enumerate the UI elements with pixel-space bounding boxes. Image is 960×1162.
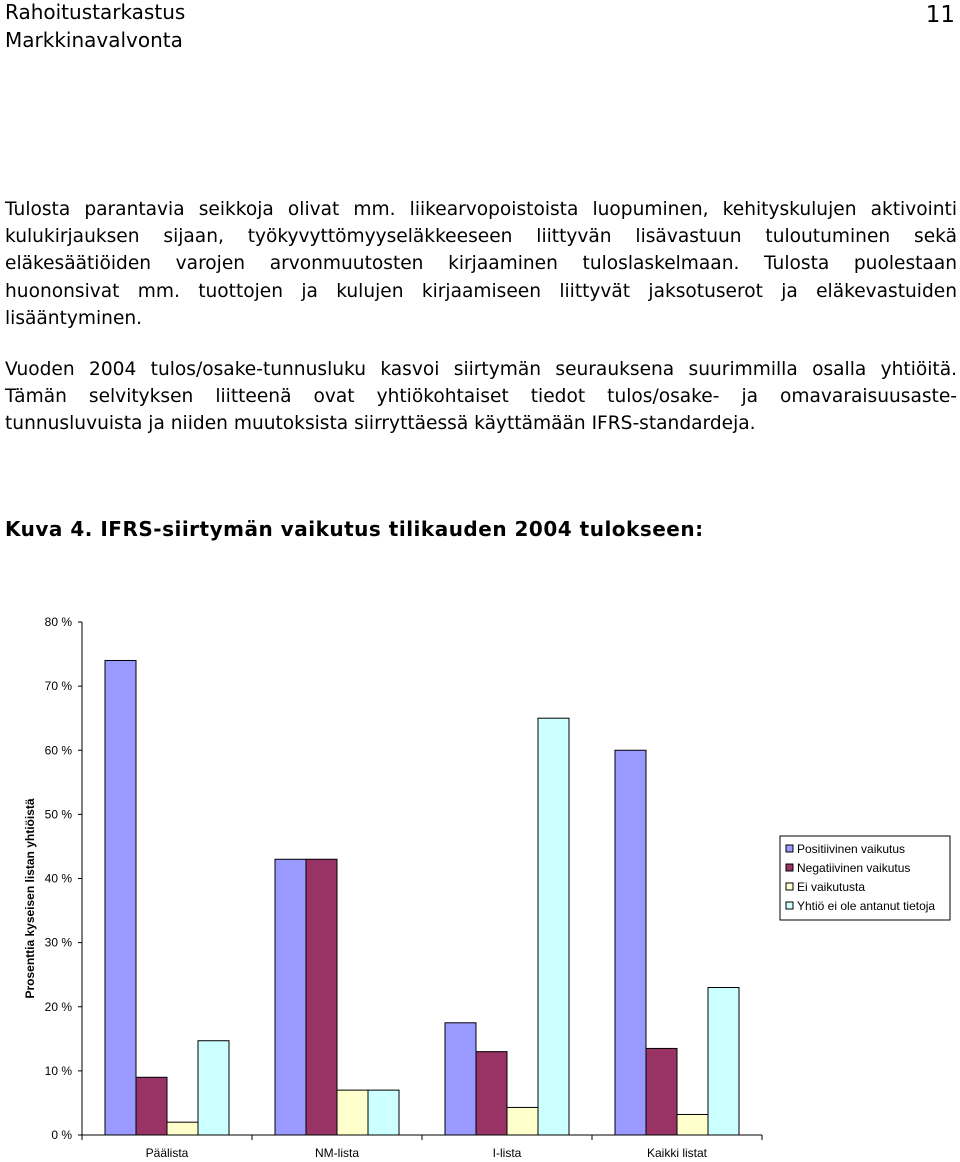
bar [507,1107,538,1135]
bar [538,718,569,1135]
x-tick-label: I-lista [492,1146,522,1160]
bar [476,1052,507,1135]
legend-swatch [786,902,793,909]
body-paragraph-2: Vuoden 2004 tulos/osake-tunnusluku kasvoi siirtymän seurauksena suurimmilla osalla yhtiöitä. Tämän selvityksen liitteenä ovat yhtiökohtaiset tiedot tulos/osake- ja omavaraisuusaste-tunnusluvuista ja niiden muutoksista siirryttäessä käyttämään IFRS-standardeja. [5,359,957,435]
page-header [5,0,185,54]
bar [445,1023,476,1135]
legend-label: Positiivinen vaikutus [797,842,906,856]
bar [198,1041,229,1135]
body-paragraph-1: Tulosta parantavia seikkoja olivat mm. liikearvopoistoista luopuminen, kehityskulujen aktivointi kulukirjauksen sijaan, työkyvyttömyyseläkkeeseen liittyvän lisävastuun tuloutuminen sekä eläkesäätiöiden varojen arvonmuutosten kirjaaminen tuloslaskelmaan. Tulosta puolestaan huononsivat mm. tuottojen ja kulujen kirjaamiseen liittyvät jaksotuserot ja eläkevastuiden lisääntyminen. [5,199,957,329]
bar [105,660,136,1135]
bar [337,1090,368,1135]
header-department: Markkinavalvonta [5,28,183,52]
legend-label: Ei vaikutusta [797,880,866,894]
page-number: 11 [925,2,955,28]
y-tick-label: 60 % [44,743,72,758]
bar [275,859,306,1135]
legend-swatch [786,845,793,852]
bar [167,1122,198,1135]
y-tick-label: 70 % [44,679,72,694]
y-tick-label: 0 % [51,1128,72,1142]
bar [677,1114,708,1135]
legend-label: Yhtiö ei ole antanut tietoja [797,899,936,913]
bar [708,988,739,1135]
legend-swatch [786,883,793,890]
bar [615,750,646,1135]
x-tick-label: Kaikki listat [646,1146,708,1160]
y-tick-label: 40 % [44,871,72,886]
bar [136,1077,167,1135]
header-organization: Rahoitustarkastus [5,0,186,24]
bar-chart [0,600,960,1162]
bar [368,1090,399,1135]
y-tick-label: 10 % [44,1063,72,1078]
x-tick-label: Päälista [145,1146,189,1160]
bar [306,859,337,1135]
x-tick-label: NM-lista [315,1146,359,1160]
bar [646,1048,677,1135]
figure-caption: Kuva 4. IFRS-siirtymän vaikutus tilikauden 2004 tulokseen: [5,517,704,541]
y-tick-label: 80 % [44,615,72,629]
y-axis-title: Prosenttia kyseisen listan yhtiöistä [23,798,37,999]
legend-label: Negatiivinen vaikutus [797,861,911,875]
y-tick-label: 30 % [44,935,72,950]
y-tick-label: 50 % [44,807,72,822]
legend-swatch [786,864,793,871]
y-tick-label: 20 % [44,999,72,1014]
